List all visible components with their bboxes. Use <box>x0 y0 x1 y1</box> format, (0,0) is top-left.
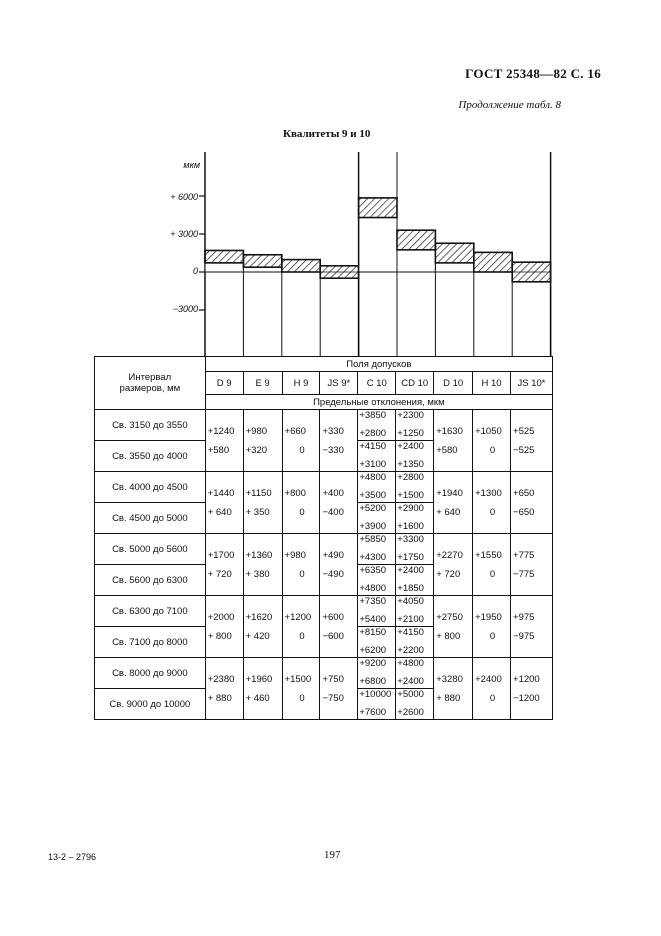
js10-cell <box>511 410 553 472</box>
h9-lower: 0 <box>299 568 305 580</box>
cd10-upper: +3300 <box>397 534 424 545</box>
cd10-cell <box>396 658 434 689</box>
tolerance-bar-D10 <box>435 243 473 263</box>
interval-label: Св. 7100 до 8000 <box>95 627 206 658</box>
h9-lower: 0 <box>299 506 305 518</box>
col-e9: E 9 <box>243 372 282 395</box>
h9-cell <box>282 596 320 658</box>
h10-lower: 0 <box>489 568 496 580</box>
h9-upper: +980 <box>284 549 306 561</box>
c10-upper: +3850 <box>359 410 387 421</box>
h9-cell <box>282 534 320 596</box>
interval-label: Св. 5000 до 5600 <box>95 534 206 565</box>
h9-lower: 0 <box>299 444 305 456</box>
h10-cell <box>473 410 511 472</box>
col-js9: JS 9* <box>320 372 358 395</box>
cd10-lower: +2100 <box>397 614 424 625</box>
y-tick-minus-3000: −3000 <box>172 304 198 314</box>
document-header: ГОСТ 25348—82 С. 16 <box>465 66 601 81</box>
col-cd10: CD 10 <box>396 372 434 395</box>
col-h10: H 10 <box>473 372 511 395</box>
bar-body-C10 <box>359 218 397 272</box>
c10-cell <box>358 472 396 503</box>
cd10-cell <box>396 627 434 658</box>
c10-lower: +7600 <box>359 707 387 718</box>
js10-upper: +525 <box>513 425 535 437</box>
c10-upper: +4150 <box>359 441 387 452</box>
interval-label: Св. 5600 до 6300 <box>95 565 206 596</box>
d9-upper: +2380 <box>207 673 235 685</box>
js10-cell <box>511 658 553 720</box>
e9-upper: +1360 <box>245 549 273 561</box>
c10-cell <box>358 658 396 689</box>
interval-label: Св. 8000 до 9000 <box>95 658 206 689</box>
d10-lower: + 640 <box>436 506 461 518</box>
tolerance-bar-H10 <box>474 252 512 272</box>
d10-upper: +1940 <box>436 487 463 499</box>
js10-upper: +775 <box>513 549 535 561</box>
cd10-lower: +2400 <box>397 676 424 687</box>
cd10-cell <box>396 596 434 627</box>
d9-cell <box>205 658 243 720</box>
cd10-lower: +1600 <box>397 521 424 532</box>
js10-lower: −650 <box>513 506 535 518</box>
bar-body-CD10 <box>397 250 435 272</box>
d9-lower: + 640 <box>207 506 232 518</box>
cd10-upper: +2900 <box>397 503 424 514</box>
interval-label: Св. 9000 до 10000 <box>95 689 206 720</box>
js10-lower: −525 <box>513 444 535 456</box>
c10-lower: +3900 <box>359 521 387 532</box>
h10-cell <box>473 472 511 534</box>
js9-upper: +750 <box>322 673 344 685</box>
c10-upper: +5200 <box>359 503 387 514</box>
tolerance-bar-JS9* <box>320 266 358 278</box>
d9-cell <box>205 534 243 596</box>
d9-cell <box>205 410 243 472</box>
js9-cell <box>320 472 358 534</box>
h10-lower: 0 <box>489 630 496 642</box>
h10-cell <box>473 596 511 658</box>
e9-upper: +980 <box>245 425 268 437</box>
h9-upper: +660 <box>284 425 306 437</box>
interval-label: Св. 6300 до 7100 <box>95 596 206 627</box>
h10-upper: +1550 <box>475 549 502 561</box>
cd10-upper: +2300 <box>397 410 424 421</box>
d9-lower: + 880 <box>207 692 232 704</box>
js9-upper: +400 <box>322 487 344 499</box>
js9-upper: +330 <box>322 425 344 437</box>
deviations-table <box>94 356 553 720</box>
cd10-lower: +2600 <box>397 707 424 718</box>
cd10-lower: +1500 <box>397 490 424 501</box>
d10-cell <box>434 410 473 472</box>
h10-cell <box>473 534 511 596</box>
c10-upper: +7350 <box>359 596 387 607</box>
h9-lower: 0 <box>299 692 305 704</box>
y-tick-6000: + 6000 <box>170 192 198 202</box>
tolerance-chart <box>0 0 661 360</box>
h10-lower: 0 <box>489 444 496 456</box>
h10-lower: 0 <box>489 692 496 704</box>
cd10-cell <box>396 534 434 565</box>
cd10-upper: +4050 <box>397 596 424 607</box>
col-h9: H 9 <box>282 372 320 395</box>
d9-upper: +1700 <box>207 549 235 561</box>
y-tick-3000: + 3000 <box>170 229 198 239</box>
c10-upper: +6350 <box>359 565 387 576</box>
js10-lower: −975 <box>513 630 535 642</box>
d9-lower: + 800 <box>207 630 232 642</box>
h9-cell <box>282 472 320 534</box>
d10-cell <box>434 596 473 658</box>
h9-upper: +800 <box>284 487 306 499</box>
d9-upper: +1240 <box>207 425 235 437</box>
bar-body-D9 <box>205 263 243 272</box>
interval-header: Интервал размеров, мм <box>95 357 206 410</box>
tolerance-bar-CD10 <box>397 230 435 250</box>
h10-upper: +1950 <box>475 611 502 623</box>
c10-cell <box>358 689 396 720</box>
d9-upper: +1440 <box>207 487 235 499</box>
e9-cell <box>243 658 282 720</box>
c10-lower: +4300 <box>359 552 387 563</box>
page-number: 197 <box>324 849 341 861</box>
js9-cell <box>320 658 358 720</box>
e9-cell <box>243 410 282 472</box>
h10-cell <box>473 658 511 720</box>
d9-upper: +2000 <box>207 611 235 623</box>
d10-cell <box>434 658 473 720</box>
c10-cell <box>358 503 396 534</box>
cd10-upper: +2400 <box>397 565 424 576</box>
e9-lower: + 380 <box>245 568 270 580</box>
cd10-upper: +2800 <box>397 472 424 483</box>
js10-lower: −1200 <box>513 692 540 704</box>
d10-lower: + 720 <box>436 568 461 580</box>
cd10-lower: +1850 <box>397 583 424 594</box>
cd10-upper: +5000 <box>397 689 424 700</box>
h10-upper: +2400 <box>475 673 502 685</box>
js9-upper: +600 <box>322 611 344 623</box>
c10-upper: +9200 <box>359 658 387 669</box>
c10-lower: +3100 <box>359 459 387 470</box>
c10-cell <box>358 441 396 472</box>
c10-lower: +6200 <box>359 645 387 656</box>
js9-lower: −400 <box>322 506 344 518</box>
js9-cell <box>320 410 358 472</box>
h10-upper: +1300 <box>475 487 502 499</box>
tolerance-bar-D9 <box>205 250 243 262</box>
cd10-upper: +4800 <box>397 658 424 669</box>
c10-cell <box>358 627 396 658</box>
d10-cell <box>434 534 473 596</box>
c10-cell <box>358 410 396 441</box>
js9-lower: −600 <box>322 630 344 642</box>
js9-upper: +490 <box>322 549 344 561</box>
d9-cell <box>205 596 243 658</box>
e9-lower: + 420 <box>245 630 270 642</box>
c10-lower: +3500 <box>359 490 387 501</box>
interval-label: Св. 4000 до 4500 <box>95 472 206 503</box>
cd10-cell <box>396 689 434 720</box>
table-continuation: Продолжение табл. 8 <box>458 99 561 111</box>
cd10-upper: +4150 <box>397 627 424 638</box>
c10-upper: +8150 <box>359 627 387 638</box>
js10-upper: +650 <box>513 487 535 499</box>
cd10-lower: +1350 <box>397 459 424 470</box>
e9-upper: +1620 <box>245 611 273 623</box>
e9-cell <box>243 596 282 658</box>
interval-label: Св. 4500 до 5000 <box>95 503 206 534</box>
c10-lower: +2800 <box>359 428 387 439</box>
d10-cell <box>434 472 473 534</box>
cd10-upper: +2400 <box>397 441 424 452</box>
e9-cell <box>243 472 282 534</box>
d10-lower: +580 <box>436 444 458 456</box>
c10-upper: +10000 <box>359 689 392 700</box>
c10-cell <box>358 596 396 627</box>
cd10-lower: +1750 <box>397 552 424 563</box>
y-tick-0: 0 <box>192 266 198 276</box>
tolerance-bar-JS10* <box>512 262 550 282</box>
e9-cell <box>243 534 282 596</box>
js9-lower: −330 <box>322 444 344 456</box>
interval-label: Св. 3550 до 4000 <box>95 441 206 472</box>
d10-lower: + 880 <box>436 692 461 704</box>
js10-upper: +1200 <box>513 673 540 685</box>
h10-upper: +1050 <box>475 425 502 437</box>
c10-lower: +4800 <box>359 583 387 594</box>
e9-upper: +1150 <box>245 487 272 499</box>
y-unit-label: мкм <box>183 160 200 170</box>
col-c10: C 10 <box>358 372 396 395</box>
js10-cell <box>511 596 553 658</box>
cd10-cell <box>396 472 434 503</box>
h9-cell <box>282 658 320 720</box>
cd10-cell <box>396 410 434 441</box>
js9-lower: −750 <box>322 692 344 704</box>
js9-lower: −490 <box>322 568 344 580</box>
js10-upper: +975 <box>513 611 535 623</box>
cd10-cell <box>396 503 434 534</box>
tolerance-bar-H9 <box>282 260 320 272</box>
d9-cell <box>205 472 243 534</box>
interval-label: Св. 3150 до 3550 <box>95 410 206 441</box>
tolerance-bar-E9 <box>243 255 281 267</box>
c10-lower: +5400 <box>359 614 387 625</box>
c10-upper: +4800 <box>359 472 387 483</box>
h9-upper: +1200 <box>284 611 312 623</box>
deviations-header: Предельные отклонения, мкм <box>205 395 552 410</box>
col-d10: D 10 <box>434 372 473 395</box>
e9-upper: +1960 <box>245 673 273 685</box>
cd10-cell <box>396 441 434 472</box>
js9-cell <box>320 534 358 596</box>
h9-cell <box>282 410 320 472</box>
js10-cell <box>511 472 553 534</box>
cd10-cell <box>396 565 434 596</box>
col-d9: D 9 <box>205 372 243 395</box>
e9-lower: +320 <box>245 444 268 456</box>
e9-lower: + 460 <box>245 692 270 704</box>
d10-upper: +1630 <box>436 425 463 437</box>
d10-upper: +2750 <box>436 611 463 623</box>
c10-upper: +5850 <box>359 534 387 545</box>
d10-upper: +2270 <box>436 549 463 561</box>
print-code: 13-2 – 2796 <box>48 852 97 862</box>
d9-lower: + 720 <box>207 568 232 580</box>
js10-cell <box>511 534 553 596</box>
h9-lower: 0 <box>299 630 305 642</box>
cd10-lower: +1250 <box>397 428 424 439</box>
c10-cell <box>358 565 396 596</box>
d10-upper: +3280 <box>436 673 463 685</box>
col-js10: JS 10* <box>511 372 553 395</box>
c10-cell <box>358 534 396 565</box>
h10-lower: 0 <box>489 506 496 518</box>
js10-lower: −775 <box>513 568 535 580</box>
fields-header: Поля допусков <box>205 357 552 372</box>
tolerance-bar-C10 <box>359 198 397 218</box>
bar-body-D10 <box>435 263 473 272</box>
d9-lower: +580 <box>207 444 230 456</box>
h9-upper: +1500 <box>284 673 312 685</box>
d10-lower: + 800 <box>436 630 461 642</box>
js9-cell <box>320 596 358 658</box>
chart-title: Квалитеты 9 и 10 <box>283 128 371 140</box>
e9-lower: + 350 <box>245 506 270 518</box>
c10-lower: +6800 <box>359 676 387 687</box>
cd10-lower: +2200 <box>397 645 424 656</box>
